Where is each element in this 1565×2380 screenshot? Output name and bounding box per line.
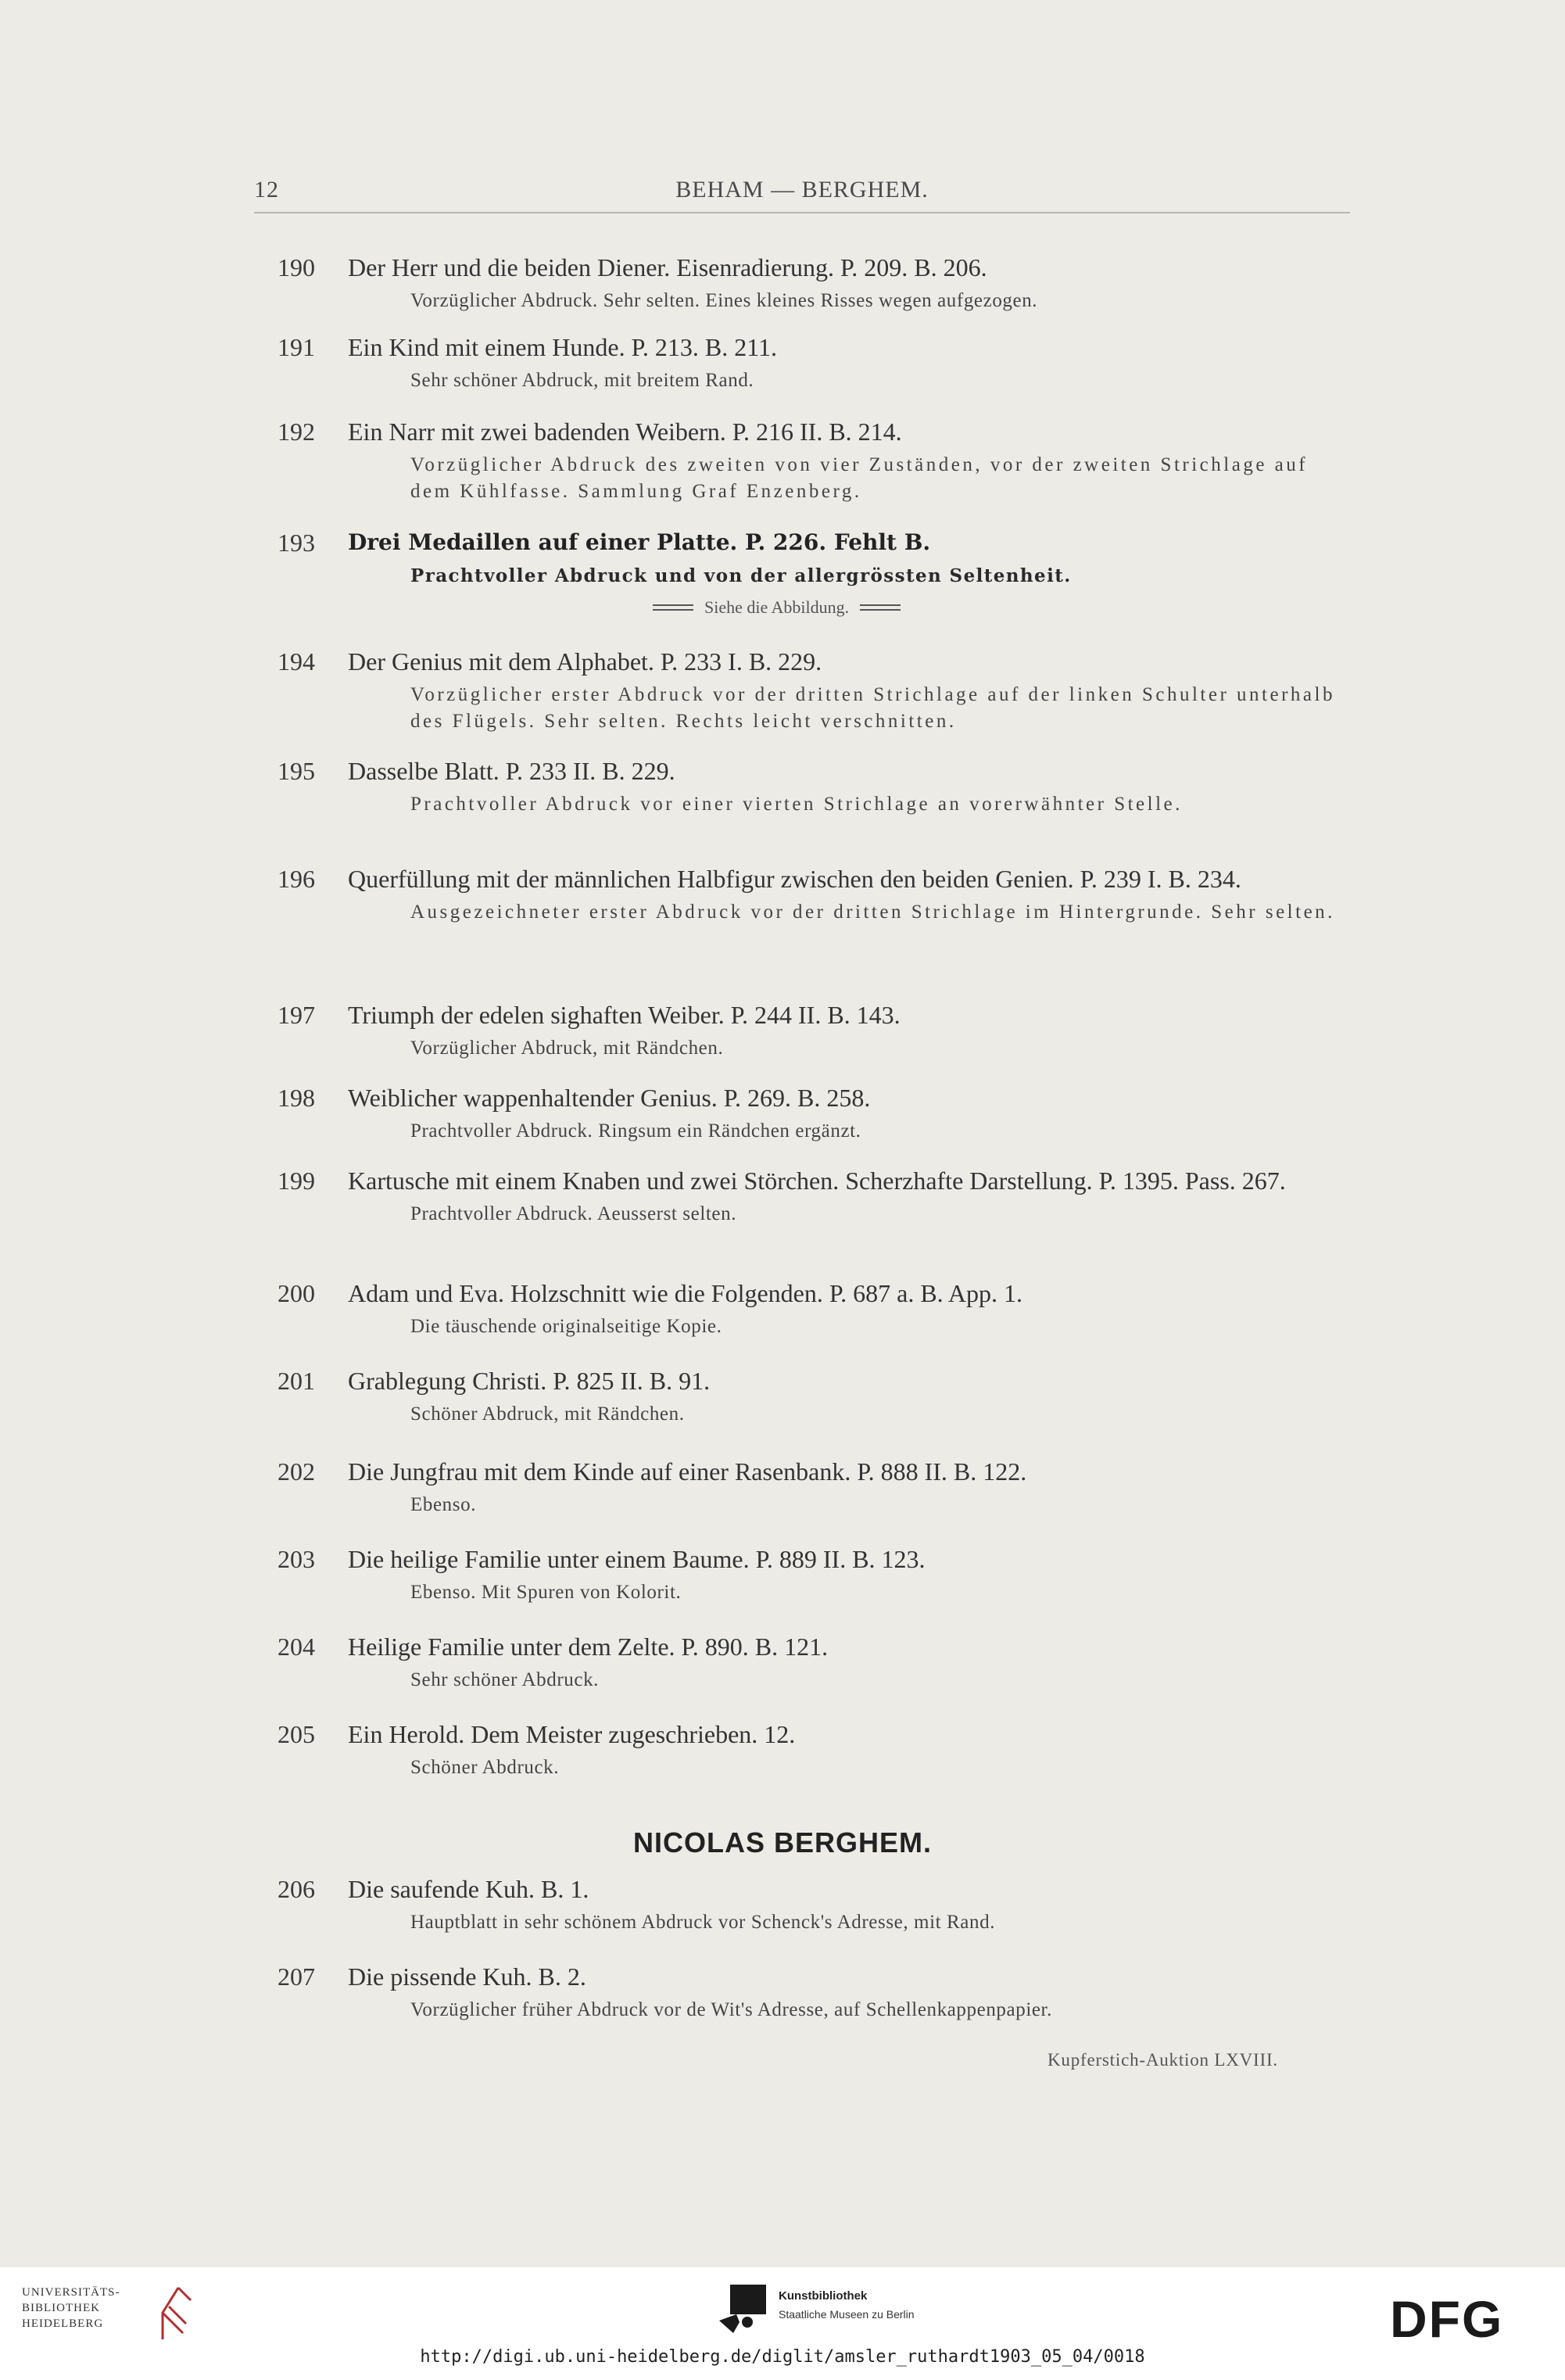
entry-title: Die Jungfrau mit dem Kinde auf einer Rasenbank. P. 888 II. B. 122. xyxy=(348,1457,1027,1486)
entry-note: Sehr schöner Abdruck, mit breitem Rand. xyxy=(410,370,754,391)
entry-number: 200 xyxy=(278,1279,315,1307)
ub-heidelberg-logo[interactable] xyxy=(22,2285,194,2341)
running-title: BEHAM — BERGHEM. xyxy=(675,177,929,203)
catalog-entry-195 xyxy=(278,755,1356,818)
section-title: NICOLAS BERGHEM. xyxy=(632,1826,932,1858)
catalog-entry-192 xyxy=(278,416,1356,505)
catalog-entry-193 xyxy=(278,527,1356,590)
entry-title: Die heilige Familie unter einem Baume. P. 889 II. B. 123. xyxy=(348,1545,926,1573)
entry-note: Vorzüglicher Abdruck. Sehr selten. Eines kleines Risses wegen aufgezogen. xyxy=(410,290,1038,311)
entry-note: Schöner Abdruck, mit Rändchen. xyxy=(410,1403,685,1425)
catalog-entry-194 xyxy=(278,646,1356,735)
entry-number: 190 xyxy=(278,253,315,281)
kunstbibliothek-logo[interactable] xyxy=(719,2285,954,2341)
entry-note: Prachtvoller Abdruck und von der allergrössten Seltenheit. xyxy=(410,565,1072,586)
entry-note: Prachtvoller Abdruck vor einer vierten Strichlage an vorerwähnter Stelle. xyxy=(410,794,1183,815)
entry-note: Hauptblatt in sehr schönem Abdruck vor Schenck's Adresse, mit Rand. xyxy=(410,1912,996,1933)
double-rule-left xyxy=(653,604,693,611)
kunstbibliothek-eagle-icon xyxy=(719,2285,766,2333)
entry-number: 207 xyxy=(278,1962,315,1991)
catalog-entry-199 xyxy=(278,1165,1356,1228)
entry-number: 193 xyxy=(278,529,315,557)
entry-number: 204 xyxy=(278,1633,315,1661)
ub-logo-mark-icon xyxy=(155,2285,194,2341)
entry-number: 196 xyxy=(278,865,315,893)
entry-note: Vorzüglicher früher Abdruck vor de Wit's Adresse, auf Schellenkappenpapier. xyxy=(410,1999,1052,2020)
entry-title: Drei Medaillen auf einer Platte. P. 226. Fehlt B. xyxy=(348,529,931,555)
entry-number: 205 xyxy=(278,1720,315,1748)
catalog-entry-205 xyxy=(278,1719,1356,1781)
entry-note: Ebenso. Mit Spuren von Kolorit. xyxy=(410,1582,682,1603)
entry-title: Der Genius mit dem Alphabet. P. 233 I. B. 229. xyxy=(348,647,822,676)
page-number: 12 xyxy=(254,177,279,203)
catalog-entry-206 xyxy=(278,1873,1356,1936)
entry-number: 206 xyxy=(278,1875,315,1903)
entry-number: 202 xyxy=(278,1457,315,1486)
entry-title: Dasselbe Blatt. P. 233 II. B. 229. xyxy=(348,757,675,785)
entry-note: Prachtvoller Abdruck. Ringsum ein Rändchen ergänzt. xyxy=(410,1120,861,1142)
catalog-entry-196 xyxy=(278,863,1356,926)
catalog-entry-198 xyxy=(278,1082,1356,1145)
entry-number: 191 xyxy=(278,333,315,361)
entry-title: Kartusche mit einem Knaben und zwei Störchen. Scherzhafte Darstellung. P. 1395. Pass. 267. xyxy=(348,1167,1286,1195)
catalog-entry-200 xyxy=(278,1278,1356,1340)
dfg-logo[interactable]: DFG xyxy=(1390,2290,1504,2348)
entry-note: Schöner Abdruck. xyxy=(410,1757,560,1778)
catalog-entry-204 xyxy=(278,1631,1356,1694)
double-rule-right xyxy=(860,604,901,611)
header-rule xyxy=(254,212,1350,213)
catalog-entry-197 xyxy=(278,999,1356,1062)
see-illustration-note xyxy=(653,597,901,618)
entry-note: Vorzüglicher Abdruck, mit Rändchen. xyxy=(410,1038,724,1059)
entry-title: Die saufende Kuh. B. 1. xyxy=(348,1875,589,1903)
catalog-entry-190 xyxy=(278,252,1356,314)
catalog-entry-201 xyxy=(278,1365,1356,1428)
entry-note: Ebenso. xyxy=(410,1494,477,1515)
entry-title: Triumph der edelen sighaften Weiber. P. 244 II. B. 143. xyxy=(348,1001,901,1029)
entry-note: Prachtvoller Abdruck. Aeusserst selten. xyxy=(410,1203,737,1224)
see-illustration-text: Siehe die Abbildung. xyxy=(704,597,850,617)
catalog-entry-203 xyxy=(278,1543,1356,1606)
entry-title: Ein Narr mit zwei badenden Weibern. P. 216 II. B. 214. xyxy=(348,418,902,446)
entry-number: 198 xyxy=(278,1084,315,1112)
entry-number: 201 xyxy=(278,1367,315,1395)
ub-logo-text: UNIVERSITÄTS- BIBLIOTHEK HEIDELBERG xyxy=(22,2286,120,2330)
entry-title: Die pissende Kuh. B. 2. xyxy=(348,1962,586,1991)
entry-number: 197 xyxy=(278,1001,315,1029)
entry-note: Ausgezeichneter erster Abdruck vor der dritten Strichlage im Hintergrunde. Sehr selten. xyxy=(410,901,1335,923)
entry-note: Vorzüglicher Abdruck des zweiten von vier Zuständen, vor der zweiten Strichlage auf dem Kühlfasse. Sammlung Graf Enzenberg. xyxy=(410,454,1309,502)
running-header xyxy=(254,174,1350,211)
entry-number: 199 xyxy=(278,1167,315,1195)
entry-note: Die täuschende originalseitige Kopie. xyxy=(410,1316,722,1337)
entry-title: Adam und Eva. Holzschnitt wie die Folgenden. P. 687 a. B. App. 1. xyxy=(348,1279,1023,1307)
entry-number: 192 xyxy=(278,418,315,446)
entry-title: Weiblicher wappenhaltender Genius. P. 269. B. 258. xyxy=(348,1084,871,1112)
entry-note: Sehr schöner Abdruck. xyxy=(410,1669,600,1690)
entry-title: Heilige Familie unter dem Zelte. P. 890. B. 121. xyxy=(348,1633,829,1661)
kunstbibliothek-name: Kunstbibliothek xyxy=(779,2289,868,2303)
catalog-entry-191 xyxy=(278,332,1356,394)
entry-title: Der Herr und die beiden Diener. Eisenradierung. P. 209. B. 206. xyxy=(348,253,987,281)
entry-number: 203 xyxy=(278,1545,315,1573)
catalog-entry-207 xyxy=(278,1961,1356,2023)
permalink-url[interactable]: http://digi.ub.uni-heidelberg.de/diglit/amsler_ruthardt1903_05_04/0018 xyxy=(420,2347,1145,2367)
catalog-footer: Kupferstich-Auktion LXVIII. xyxy=(1048,2050,1278,2070)
entry-title: Ein Herold. Dem Meister zugeschrieben. 12. xyxy=(348,1720,796,1748)
kunstbibliothek-subtitle: Staatliche Museen zu Berlin xyxy=(779,2308,915,2321)
entry-number: 195 xyxy=(278,757,315,785)
entry-title: Grablegung Christi. P. 825 II. B. 91. xyxy=(348,1367,711,1395)
entry-title: Querfüllung mit der männlichen Halbfigur zwischen den beiden Genien. P. 239 I. B. 234. xyxy=(348,865,1241,893)
entry-title: Ein Kind mit einem Hunde. P. 213. B. 211. xyxy=(348,333,778,361)
catalog-entry-202 xyxy=(278,1456,1356,1518)
entry-note: Vorzüglicher erster Abdruck vor der dritten Strichlage auf der linken Schulter unterhalb des Flügels. Sehr selten. Rechts leicht verschnitten. xyxy=(410,684,1335,732)
entry-number: 194 xyxy=(278,647,315,676)
